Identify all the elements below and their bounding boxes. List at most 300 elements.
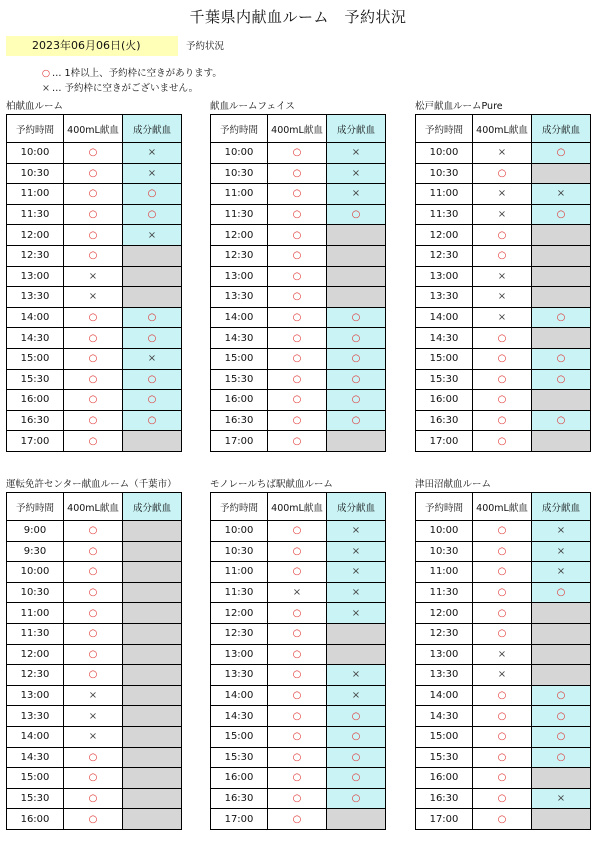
room-block	[415, 477, 591, 830]
room-name: 運転免許センター献血ルーム（千葉市）	[6, 479, 177, 490]
time-cell: 16:00	[416, 390, 473, 411]
slot-component-cell: ○	[532, 582, 591, 603]
time-cell: 11:00	[7, 603, 64, 624]
slot-component-cell	[327, 644, 386, 665]
time-cell: 15:00	[7, 768, 64, 789]
table-row	[416, 644, 591, 665]
slot-component-cell: ×	[123, 225, 182, 246]
time-cell: 13:00	[211, 266, 268, 287]
slot-component-cell: ○	[327, 328, 386, 349]
schedule-table	[415, 114, 591, 452]
time-cell: 14:30	[416, 328, 473, 349]
time-cell: 14:30	[7, 747, 64, 768]
slot-400ml-cell: ×	[473, 143, 532, 164]
table-row	[416, 307, 591, 328]
table-row	[416, 369, 591, 390]
time-cell: 12:00	[7, 225, 64, 246]
slot-400ml-cell: ○	[64, 348, 123, 369]
table-row	[7, 685, 182, 706]
slot-400ml-cell: ×	[64, 266, 123, 287]
table-row	[211, 410, 386, 431]
slot-component-cell	[532, 431, 591, 452]
table-row	[211, 390, 386, 411]
slot-component-cell: ×	[327, 685, 386, 706]
slot-400ml-cell: ○	[268, 644, 327, 665]
time-cell: 14:30	[416, 706, 473, 727]
slot-400ml-cell: ×	[473, 307, 532, 328]
table-row	[7, 143, 182, 164]
time-cell: 13:30	[7, 287, 64, 308]
slot-component-cell: ○	[532, 348, 591, 369]
slot-component-cell: ○	[532, 307, 591, 328]
table-row	[7, 369, 182, 390]
slot-component-cell	[327, 623, 386, 644]
header-400ml: 400mL献血	[64, 493, 123, 521]
slot-400ml-cell: ○	[268, 328, 327, 349]
table-header-row	[416, 493, 591, 521]
table-row	[7, 410, 182, 431]
table-row	[416, 541, 591, 562]
slot-400ml-cell: ○	[268, 184, 327, 205]
room-block	[6, 477, 182, 830]
header-400ml: 400mL献血	[64, 115, 123, 143]
header-time: 予約時間	[7, 115, 64, 143]
slot-400ml-cell: ○	[473, 788, 532, 809]
slot-400ml-cell: ×	[64, 726, 123, 747]
time-cell: 11:30	[416, 204, 473, 225]
slot-400ml-cell: ○	[268, 521, 327, 542]
slot-400ml-cell: ○	[268, 348, 327, 369]
time-cell: 11:30	[211, 582, 268, 603]
table-row	[416, 163, 591, 184]
table-row	[7, 245, 182, 266]
slot-400ml-cell: ○	[268, 809, 327, 830]
time-cell: 17:00	[7, 431, 64, 452]
table-row	[7, 644, 182, 665]
legend-sep: …	[52, 68, 62, 79]
slot-400ml-cell: ○	[473, 747, 532, 768]
slot-component-cell: ○	[532, 706, 591, 727]
table-row	[211, 788, 386, 809]
slot-component-cell	[327, 431, 386, 452]
table-row	[211, 369, 386, 390]
slot-component-cell: ○	[532, 685, 591, 706]
time-cell: 13:00	[7, 266, 64, 287]
slot-400ml-cell: ○	[268, 225, 327, 246]
slot-400ml-cell: ○	[64, 225, 123, 246]
table-row	[211, 706, 386, 727]
time-cell: 16:00	[211, 390, 268, 411]
time-cell: 17:00	[211, 809, 268, 830]
legend-available	[40, 65, 222, 79]
slot-component-cell	[532, 245, 591, 266]
table-row	[211, 143, 386, 164]
slot-400ml-cell: ○	[64, 163, 123, 184]
time-cell: 17:00	[416, 809, 473, 830]
table-row	[416, 390, 591, 411]
schedule-table	[6, 492, 182, 830]
room-name: 松戸献血ルームPure	[415, 101, 503, 112]
slot-component-cell: ○	[327, 348, 386, 369]
time-cell: 13:30	[211, 287, 268, 308]
table-row	[416, 582, 591, 603]
time-cell: 12:00	[211, 225, 268, 246]
slot-400ml-cell: ×	[473, 204, 532, 225]
table-row	[211, 809, 386, 830]
slot-400ml-cell: ○	[268, 562, 327, 583]
slot-component-cell	[123, 287, 182, 308]
slot-400ml-cell: ×	[473, 184, 532, 205]
slot-400ml-cell: ○	[64, 747, 123, 768]
time-cell: 16:30	[416, 788, 473, 809]
slot-400ml-cell: ○	[64, 788, 123, 809]
slot-400ml-cell: ○	[268, 266, 327, 287]
table-row	[7, 582, 182, 603]
slot-component-cell	[532, 266, 591, 287]
time-cell: 16:00	[211, 768, 268, 789]
slot-component-cell: ○	[532, 369, 591, 390]
slot-component-cell	[123, 706, 182, 727]
slot-component-cell: ×	[327, 603, 386, 624]
time-cell: 15:00	[211, 726, 268, 747]
time-cell: 13:00	[7, 685, 64, 706]
slot-400ml-cell: ×	[473, 287, 532, 308]
table-row	[7, 623, 182, 644]
slot-400ml-cell: ○	[268, 369, 327, 390]
slot-component-cell: ×	[123, 348, 182, 369]
time-cell: 11:30	[211, 204, 268, 225]
table-row	[211, 307, 386, 328]
slot-component-cell	[327, 266, 386, 287]
slot-400ml-cell: ×	[64, 706, 123, 727]
table-row	[7, 204, 182, 225]
table-row	[211, 266, 386, 287]
slot-400ml-cell: ○	[64, 307, 123, 328]
table-row	[416, 685, 591, 706]
legend-text: 1枠以上、予約枠に空きがあります。	[64, 68, 222, 79]
slot-400ml-cell: ○	[473, 390, 532, 411]
table-row	[211, 582, 386, 603]
header-component: 成分献血	[123, 493, 182, 521]
slot-component-cell: ○	[123, 184, 182, 205]
slot-400ml-cell: ○	[473, 726, 532, 747]
time-cell: 14:30	[211, 328, 268, 349]
table-row	[7, 747, 182, 768]
time-cell: 13:00	[416, 644, 473, 665]
slot-400ml-cell: ○	[473, 582, 532, 603]
slot-component-cell: ○	[532, 726, 591, 747]
slot-400ml-cell: ○	[268, 726, 327, 747]
table-row	[7, 225, 182, 246]
slot-component-cell	[532, 390, 591, 411]
slot-400ml-cell: ○	[473, 541, 532, 562]
slot-400ml-cell: ○	[64, 184, 123, 205]
slot-component-cell: ○	[123, 390, 182, 411]
time-cell: 16:30	[211, 788, 268, 809]
slot-component-cell: ○	[123, 307, 182, 328]
slot-400ml-cell: ○	[473, 603, 532, 624]
slot-component-cell: ○	[123, 204, 182, 225]
table-row	[416, 603, 591, 624]
table-row	[211, 204, 386, 225]
slot-component-cell: ○	[532, 143, 591, 164]
room-name: 津田沼献血ルーム	[415, 479, 492, 490]
header-time: 予約時間	[416, 115, 473, 143]
slot-400ml-cell: ○	[268, 747, 327, 768]
table-row	[7, 706, 182, 727]
table-row	[211, 768, 386, 789]
table-row	[7, 726, 182, 747]
slot-400ml-cell: ×	[64, 287, 123, 308]
slot-400ml-cell: ○	[268, 143, 327, 164]
slot-component-cell	[123, 768, 182, 789]
time-cell: 10:30	[211, 163, 268, 184]
table-row	[7, 768, 182, 789]
slot-component-cell	[123, 603, 182, 624]
table-row	[7, 348, 182, 369]
table-row	[7, 431, 182, 452]
time-cell: 14:00	[7, 726, 64, 747]
slot-400ml-cell: ○	[64, 143, 123, 164]
time-cell: 9:00	[7, 521, 64, 542]
table-row	[416, 809, 591, 830]
slot-component-cell: ○	[123, 369, 182, 390]
slot-component-cell	[532, 287, 591, 308]
time-cell: 16:00	[7, 390, 64, 411]
slot-component-cell	[123, 245, 182, 266]
slot-component-cell	[532, 603, 591, 624]
slot-component-cell	[532, 644, 591, 665]
time-cell: 10:30	[7, 582, 64, 603]
table-row	[7, 809, 182, 830]
header-component: 成分献血	[123, 115, 182, 143]
time-cell: 11:00	[416, 562, 473, 583]
room-block	[210, 99, 386, 452]
slot-component-cell: ○	[327, 204, 386, 225]
slot-component-cell: ×	[532, 562, 591, 583]
legend-sep: …	[52, 83, 62, 94]
slot-component-cell: ×	[532, 521, 591, 542]
cross-icon: ×	[42, 83, 50, 94]
slot-component-cell: ×	[532, 184, 591, 205]
slot-400ml-cell: ○	[473, 562, 532, 583]
slot-400ml-cell: ○	[64, 410, 123, 431]
time-cell: 15:30	[416, 369, 473, 390]
time-cell: 10:00	[211, 143, 268, 164]
room-name: 柏献血ルーム	[6, 101, 64, 112]
table-header-row	[7, 115, 182, 143]
time-cell: 11:00	[211, 562, 268, 583]
slot-component-cell	[532, 623, 591, 644]
slot-400ml-cell: ○	[268, 788, 327, 809]
slot-400ml-cell: ×	[64, 685, 123, 706]
slot-component-cell	[123, 665, 182, 686]
time-cell: 10:00	[416, 521, 473, 542]
slot-400ml-cell: ○	[268, 163, 327, 184]
slot-400ml-cell: ○	[64, 768, 123, 789]
slot-400ml-cell: ○	[473, 369, 532, 390]
table-row	[416, 623, 591, 644]
header-400ml: 400mL献血	[268, 115, 327, 143]
slot-component-cell: ×	[327, 541, 386, 562]
schedule-table	[415, 492, 591, 830]
time-cell: 15:30	[7, 788, 64, 809]
time-cell: 14:00	[7, 307, 64, 328]
slot-400ml-cell: ×	[268, 582, 327, 603]
time-cell: 15:00	[416, 348, 473, 369]
slot-400ml-cell: ○	[473, 521, 532, 542]
time-cell: 11:00	[416, 184, 473, 205]
circle-icon: ○	[41, 68, 51, 79]
table-row	[416, 184, 591, 205]
slot-400ml-cell: ○	[64, 328, 123, 349]
time-cell: 15:30	[7, 369, 64, 390]
slot-400ml-cell: ○	[64, 623, 123, 644]
time-cell: 16:30	[416, 410, 473, 431]
header-time: 予約時間	[211, 115, 268, 143]
time-cell: 13:30	[7, 706, 64, 727]
slot-400ml-cell: ○	[64, 582, 123, 603]
table-row	[416, 328, 591, 349]
slot-400ml-cell: ○	[268, 768, 327, 789]
slot-400ml-cell: ○	[64, 809, 123, 830]
slot-400ml-cell: ○	[268, 287, 327, 308]
table-row	[416, 410, 591, 431]
header-component: 成分献血	[327, 493, 386, 521]
slot-400ml-cell: ○	[268, 390, 327, 411]
slot-400ml-cell: ○	[473, 431, 532, 452]
slot-400ml-cell: ○	[473, 225, 532, 246]
slot-400ml-cell: ○	[473, 809, 532, 830]
table-row	[7, 266, 182, 287]
table-row	[211, 328, 386, 349]
table-row	[416, 431, 591, 452]
slot-400ml-cell: ○	[473, 706, 532, 727]
time-cell: 12:30	[211, 245, 268, 266]
time-cell: 12:00	[416, 603, 473, 624]
table-row	[211, 348, 386, 369]
slot-400ml-cell: ○	[64, 562, 123, 583]
time-cell: 12:30	[416, 245, 473, 266]
header-400ml: 400mL献血	[268, 493, 327, 521]
time-cell: 10:30	[416, 163, 473, 184]
table-row	[7, 390, 182, 411]
slot-400ml-cell: ○	[473, 410, 532, 431]
slot-component-cell: ○	[123, 328, 182, 349]
slot-component-cell: ×	[327, 143, 386, 164]
schedule-table	[210, 114, 386, 452]
header-400ml: 400mL献血	[473, 115, 532, 143]
table-row	[416, 747, 591, 768]
slot-400ml-cell: ○	[268, 603, 327, 624]
slot-400ml-cell: ○	[64, 204, 123, 225]
time-cell: 10:30	[416, 541, 473, 562]
slot-component-cell: ○	[327, 768, 386, 789]
slot-component-cell	[532, 768, 591, 789]
table-row	[416, 348, 591, 369]
header-400ml: 400mL献血	[473, 493, 532, 521]
table-row	[211, 665, 386, 686]
table-row	[7, 307, 182, 328]
slot-component-cell: ○	[123, 410, 182, 431]
table-row	[416, 788, 591, 809]
slot-component-cell: ○	[327, 410, 386, 431]
slot-component-cell	[123, 541, 182, 562]
time-cell: 13:00	[211, 644, 268, 665]
slot-400ml-cell: ○	[473, 623, 532, 644]
time-cell: 14:00	[211, 685, 268, 706]
room-block	[6, 99, 182, 452]
header-time: 予約時間	[416, 493, 473, 521]
slot-component-cell	[327, 225, 386, 246]
slot-component-cell: ○	[532, 410, 591, 431]
slot-component-cell	[123, 623, 182, 644]
slot-component-cell	[123, 562, 182, 583]
table-row	[211, 623, 386, 644]
time-cell: 13:00	[416, 266, 473, 287]
table-row	[7, 287, 182, 308]
time-cell: 15:00	[416, 726, 473, 747]
slot-400ml-cell: ○	[268, 665, 327, 686]
time-cell: 10:30	[7, 163, 64, 184]
table-row	[211, 685, 386, 706]
slot-400ml-cell: ×	[473, 266, 532, 287]
room-name: 献血ルームフェイス	[210, 101, 295, 112]
time-cell: 10:00	[211, 521, 268, 542]
legend-text: 予約枠に空きがございません。	[64, 83, 199, 94]
slot-400ml-cell: ×	[473, 665, 532, 686]
table-row	[7, 665, 182, 686]
table-row	[7, 163, 182, 184]
slot-component-cell: ×	[123, 163, 182, 184]
table-row	[211, 245, 386, 266]
time-cell: 13:30	[416, 665, 473, 686]
slot-component-cell: ×	[327, 562, 386, 583]
time-cell: 15:30	[211, 369, 268, 390]
slot-component-cell	[327, 287, 386, 308]
slot-400ml-cell: ○	[268, 431, 327, 452]
slot-component-cell: ×	[327, 582, 386, 603]
time-cell: 14:30	[7, 328, 64, 349]
slot-component-cell: ×	[327, 521, 386, 542]
table-row	[416, 706, 591, 727]
header-time: 予約時間	[211, 493, 268, 521]
room-block	[415, 99, 591, 452]
time-cell: 12:30	[416, 623, 473, 644]
room-name: モノレールちば駅献血ルーム	[210, 479, 333, 490]
table-row	[416, 521, 591, 542]
slot-400ml-cell: ○	[268, 245, 327, 266]
slot-400ml-cell: ○	[64, 644, 123, 665]
slot-component-cell: ×	[532, 788, 591, 809]
time-cell: 12:00	[7, 644, 64, 665]
schedule-table	[210, 492, 386, 830]
slot-component-cell: ○	[327, 726, 386, 747]
table-row	[416, 266, 591, 287]
slot-component-cell	[123, 726, 182, 747]
slot-component-cell: ×	[327, 163, 386, 184]
slot-component-cell	[532, 163, 591, 184]
page-title: 千葉県内献血ルーム 予約状況	[189, 8, 407, 26]
header-component: 成分献血	[532, 115, 591, 143]
time-cell: 14:30	[211, 706, 268, 727]
table-row	[211, 163, 386, 184]
time-cell: 15:00	[211, 348, 268, 369]
slot-400ml-cell: ○	[473, 245, 532, 266]
time-cell: 15:00	[7, 348, 64, 369]
slot-component-cell	[123, 788, 182, 809]
slot-component-cell	[123, 431, 182, 452]
